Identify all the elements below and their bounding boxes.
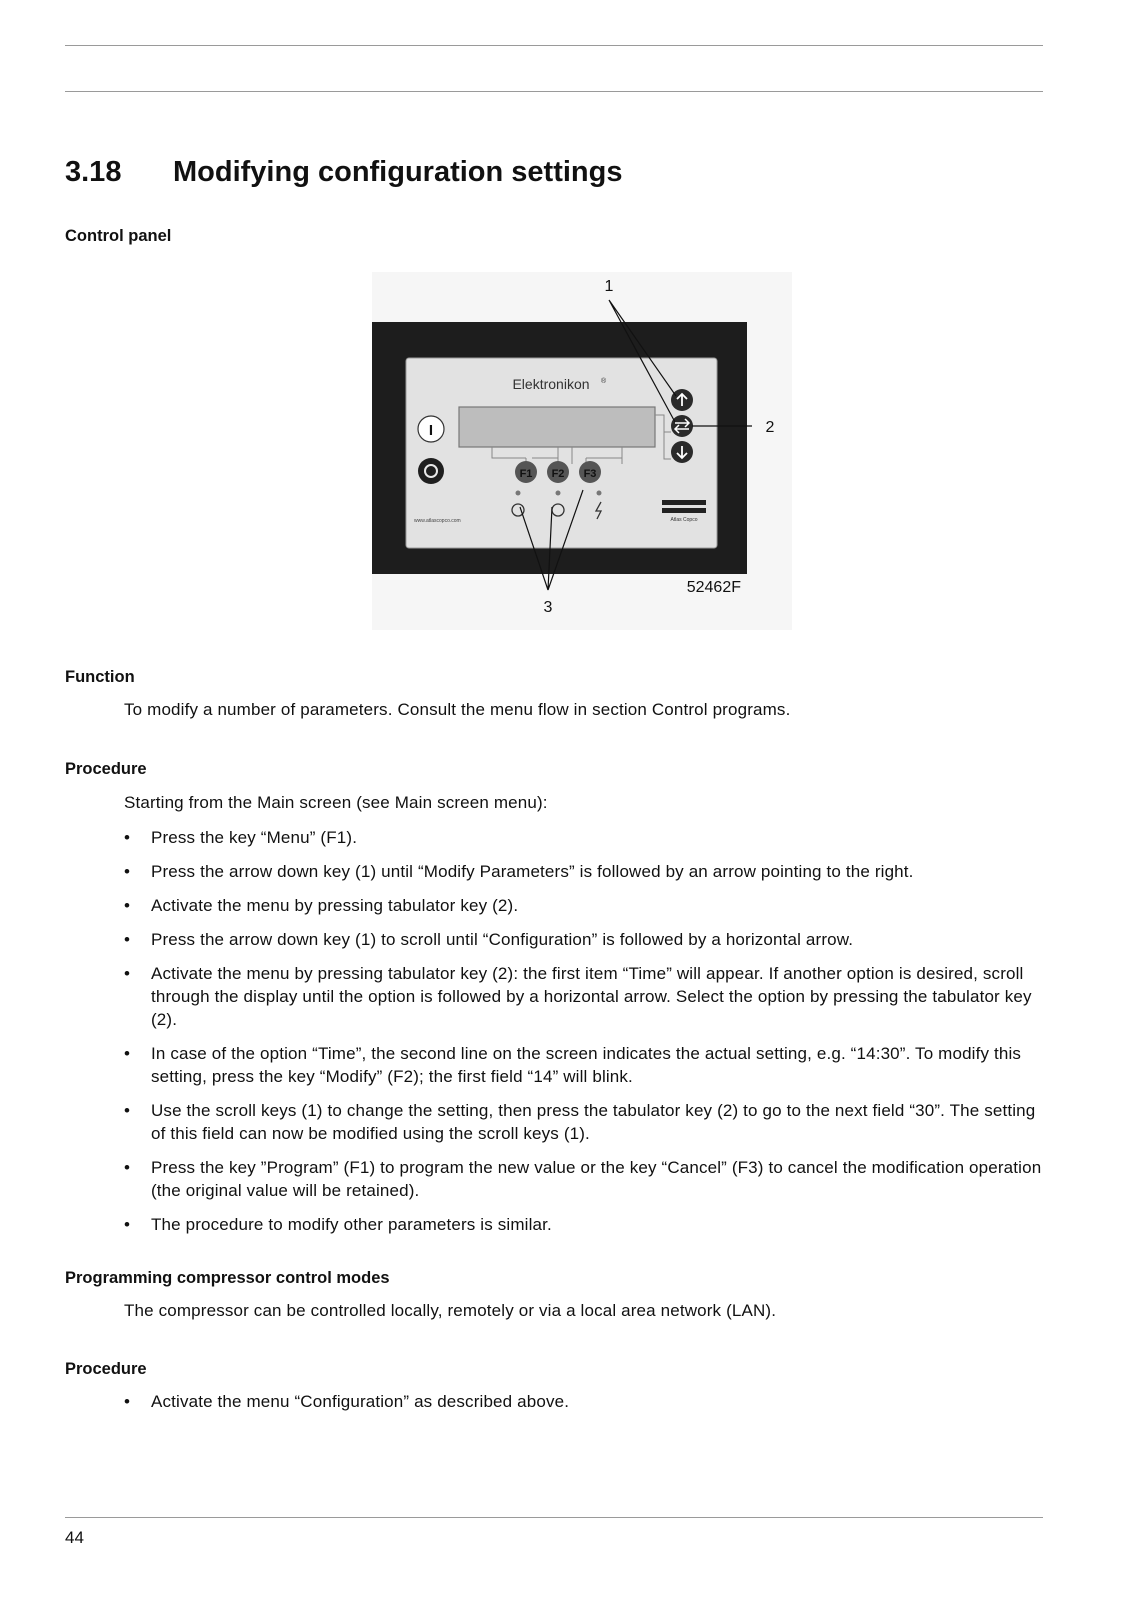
procedure-step (124, 1042, 1054, 1088)
website-label: www.atlascopco.com (414, 518, 461, 524)
brand-label: Elektronikon (512, 376, 590, 392)
f3-key-label: F3 (583, 468, 597, 480)
procedure-step-text: Use the scroll keys (1) to change the setting, then press the tabulator key (2) to go to the next field “30”. The setting of this field can now be modified using the scroll keys (1). (151, 1101, 1036, 1143)
display-window (459, 407, 655, 447)
bullet: • (124, 1392, 131, 1411)
bullet: • (124, 1215, 131, 1234)
bullet: • (124, 1101, 131, 1120)
logo-bar-2 (662, 508, 706, 513)
procedure-step (124, 860, 1054, 883)
procedure-step (124, 962, 1054, 1031)
bullet: • (124, 930, 131, 949)
procedure-intro: Starting from the Main screen (see Main screen menu): (124, 793, 548, 812)
bullet: • (124, 896, 131, 915)
callout-2: 2 (765, 419, 775, 436)
control-panel-illustration (372, 272, 792, 630)
logo-bar-1 (662, 500, 706, 505)
procedure-step-text: Press the arrow down key (1) until “Modify Parameters” is followed by an arrow pointing to the right. (151, 862, 914, 881)
procedure-step (124, 928, 1054, 951)
brand-registered-mark: ® (601, 378, 607, 385)
procedure-step-text: Press the key ”Program” (F1) to program the new value or the key “Cancel” (F3) to cancel the modification operation (the original value will be retained). (151, 1158, 1042, 1200)
logo-text: Atlas Copco (670, 517, 698, 523)
bullet: • (124, 1044, 131, 1063)
function-heading: Function (65, 668, 135, 686)
procedure-step-text: Press the key “Menu” (F1). (151, 828, 358, 847)
footer-rule (65, 1517, 1043, 1518)
f1-key-label: F1 (519, 468, 533, 480)
header-rule-top (65, 45, 1043, 46)
section-title-text: Modifying configuration settings (173, 156, 623, 188)
procedure-2-heading: Procedure (65, 1360, 147, 1378)
f2-key-label: F2 (551, 468, 565, 480)
procedure-2-step (124, 1390, 1054, 1413)
programming-modes-heading: Programming compressor control modes (65, 1269, 390, 1287)
procedure-step-text: Press the arrow down key (1) to scroll until “Configuration” is followed by a horizontal arrow. (151, 930, 854, 949)
bullet: • (124, 828, 131, 847)
figure-code: 52462F (686, 579, 741, 596)
procedure-heading: Procedure (65, 760, 147, 778)
section-title (65, 152, 622, 192)
procedure-step-text: The procedure to modify other parameters is similar. (151, 1215, 552, 1234)
procedure-step (124, 1156, 1054, 1202)
procedure-step (124, 1213, 1054, 1236)
header-rule-bottom (65, 91, 1043, 92)
procedure-step (124, 894, 1054, 917)
control-panel-figure (372, 272, 792, 630)
bullet: • (124, 964, 131, 983)
procedure-step-text: Activate the menu by pressing tabulator key (2): the first item “Time” will appear. If another option is desired, scroll through the display until the option is followed by a horizontal arrow. Select the option by pressing the tabulator key (2). (151, 964, 1032, 1029)
function-text: To modify a number of parameters. Consult the menu flow in section Control programs. (124, 700, 791, 719)
section-number: 3.18 (65, 156, 122, 188)
programming-modes-text: The compressor can be controlled locally, remotely or via a local area network (LAN). (124, 1301, 777, 1320)
procedure-steps (124, 826, 1054, 1247)
bullet: • (124, 1158, 131, 1177)
procedure-2-steps (124, 1390, 1054, 1424)
callout-3: 3 (543, 599, 553, 616)
led-2 (556, 491, 561, 496)
bullet: • (124, 862, 131, 881)
stop-button (418, 458, 444, 484)
procedure-step-text: Activate the menu by pressing tabulator key (2). (151, 896, 519, 915)
page-number: 44 (65, 1528, 84, 1547)
start-button-symbol: I (428, 422, 434, 439)
callout-1: 1 (604, 278, 614, 295)
led-3 (597, 491, 602, 496)
control-panel-heading: Control panel (65, 227, 172, 245)
procedure-2-step-text: Activate the menu “Configuration” as described above. (151, 1392, 570, 1411)
led-1 (516, 491, 521, 496)
tabulator-key (671, 415, 693, 437)
procedure-step (124, 1099, 1054, 1145)
procedure-step (124, 826, 1054, 849)
procedure-step-text: In case of the option “Time”, the second line on the screen indicates the actual setting, e.g. “14:30”. To modify this setting, press the key “Modify” (F2); the first field “14” will blink. (151, 1044, 1022, 1086)
